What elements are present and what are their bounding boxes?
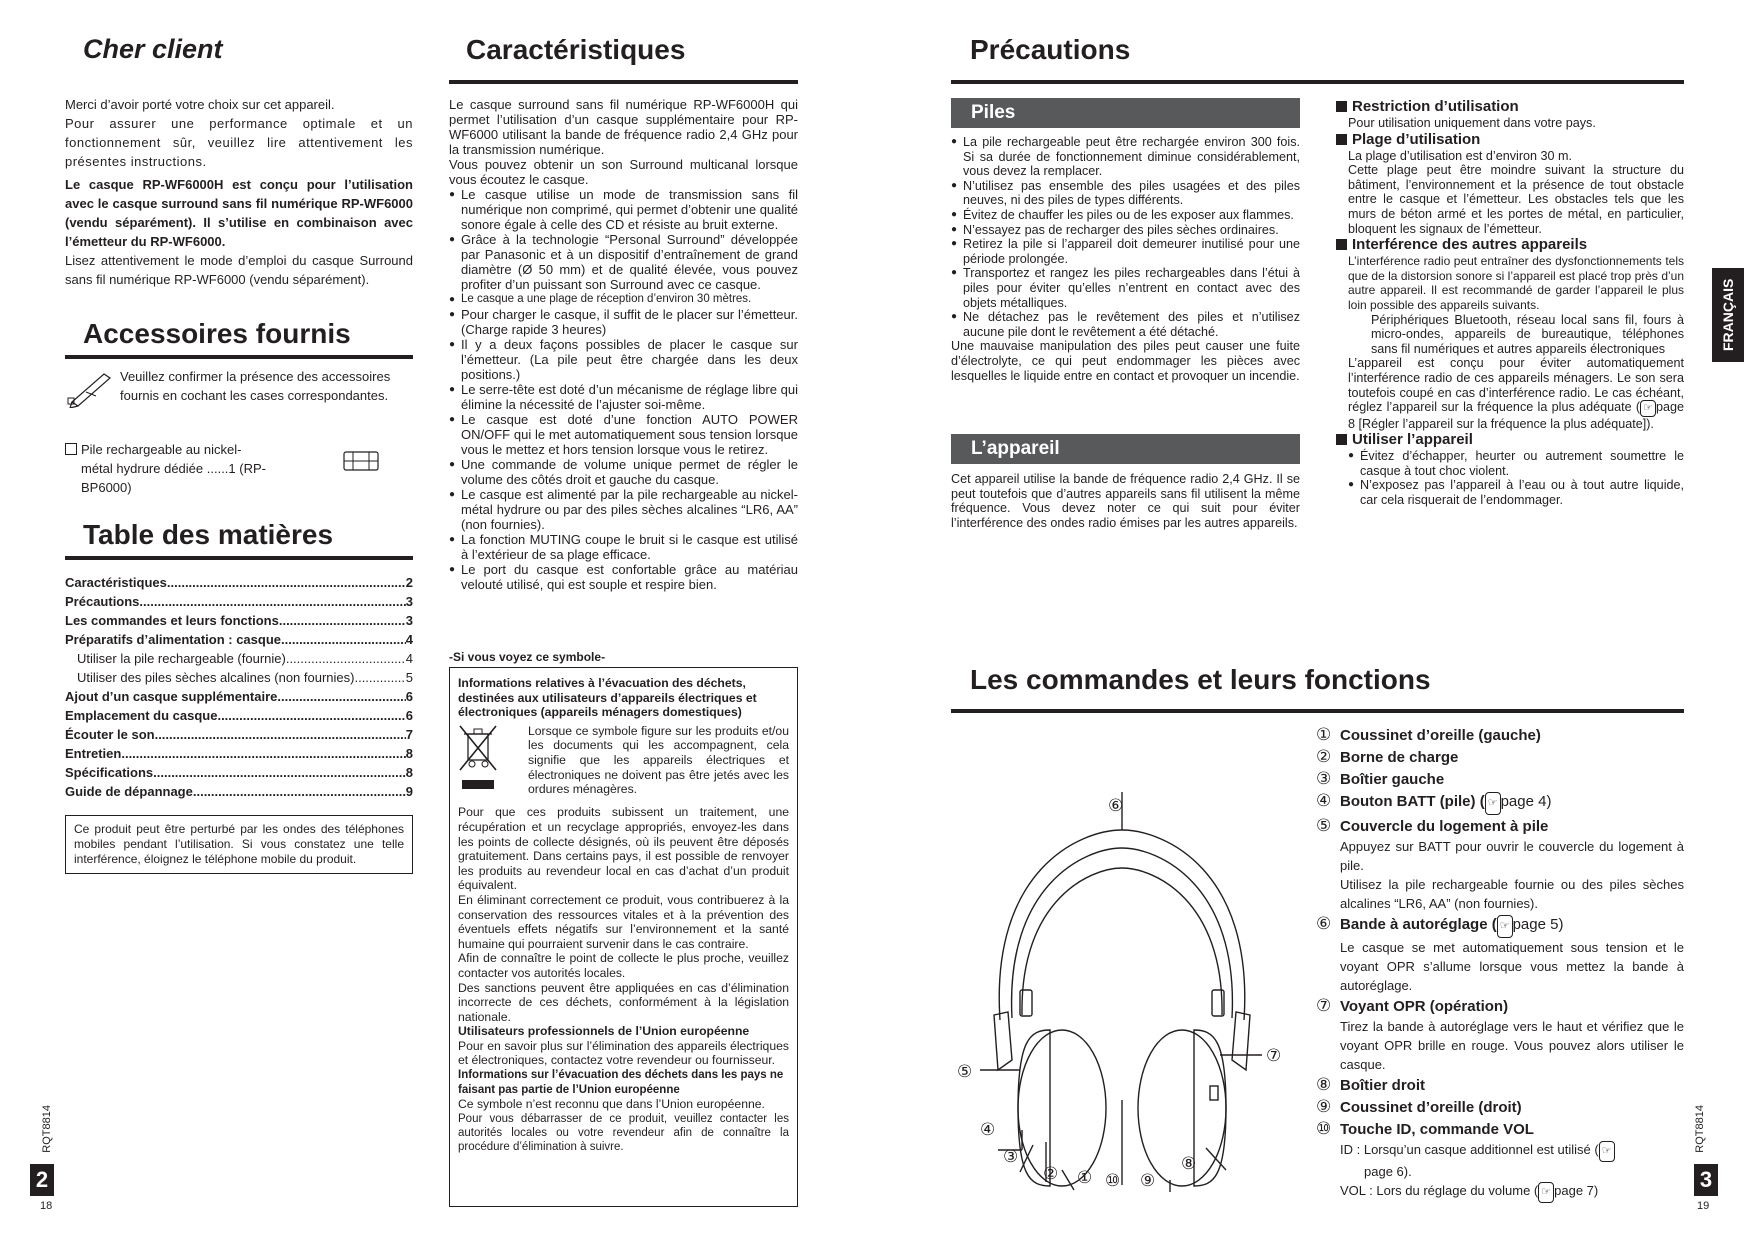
toc-dots [279,611,406,630]
control-desc: Utilisez la pile rechargeable fournie ou des piles sèches alcalines “LR6, AA” (non fournies). [1340,877,1684,911]
toc-row[interactable] [65,649,413,668]
restriction-heading: Restriction d’utilisation [1336,98,1684,116]
control-page-ref: page 5) [1512,916,1564,933]
control-item [1316,1096,1684,1118]
toc-dots [193,782,406,801]
toc-page: 3 [405,594,413,609]
control-page-ref: page 4) [1500,793,1552,810]
callout-3: ③ [1003,1147,1019,1166]
control-number: ⑨ [1316,1097,1332,1116]
model-code-right: RQT8814 [1694,1105,1706,1153]
control-label: Borne de charge [1340,749,1459,766]
model-code-left: RQT8814 [41,1105,53,1153]
toc-page: 8 [405,746,413,761]
toc-label: Écouter le son [65,727,155,742]
hand-pointer-icon: ☞ [1497,915,1513,938]
plage-text1: La plage d’utilisation est d’environ 30 m. [1348,148,1573,163]
control-page-ref: page 6). [1364,1164,1412,1179]
carac-bullet: ● Une commande de volume unique permet de régler le volume des côtés droit et gauche du casque. [449,457,798,487]
callout-10: ⑩ [1105,1171,1121,1190]
control-item [1316,995,1684,1074]
callout-4: ④ [980,1120,996,1139]
control-heading [1316,1096,1684,1118]
piles-bullet: ● N’essayez pas de recharger des piles sèches ordinaires. [951,223,1300,238]
control-heading [1316,724,1684,746]
control-item [1316,768,1684,790]
piles-bullet: ● Ne détachez pas le revêtement des piles et n’utilisez aucune pile dont le revêtement a été détaché. [951,310,1300,339]
utiliser-bullet-list [1336,449,1684,507]
disposal-p8: Pour vous débarrasser de ce produit, veuillez contacter les autorités locales ou votre revendeur afin de connaître la procédure d’élimination à suivre. [458,1112,789,1153]
disposal-p4: Afin de connaître le point de collecte le plus proche, veuillez contacter vos autorités locales. [458,951,789,980]
control-page-ref: page 7) [1554,1183,1599,1198]
toc-page: 5 [405,670,413,685]
piles-after: Une mauvaise manipulation des piles peut causer une fuite d’électrolyte, ce qui peut endommager les pièces avec lesquelles le liquide entre en contact et provoquer un incendie. [951,339,1300,383]
carac-bullet: ● Le casque a une plage de réception d’environ 30 mètres. [449,292,798,307]
toc-row[interactable] [65,706,413,725]
piles-bullet: ● Évitez de chauffer les piles ou de les exposer aux flammes. [951,208,1300,223]
cher-client-p3: Le casque RP-WF6000H est conçu pour l’utilisation avec le casque surround sans fil numérique RP-WF6000 (vendu séparément). Il s’utilise en combinaison avec l’émetteur du RP-WF6000. [65,177,413,249]
control-heading [1316,815,1684,837]
control-label: Voyant OPR (opération) [1340,998,1509,1015]
precautions-rule [951,80,1684,84]
pencil-icon [66,368,114,408]
toc-list [65,573,413,801]
hand-pointer-icon: ☞ [1485,792,1501,815]
control-label: Couvercle du logement à pile [1340,818,1549,835]
toc-row[interactable] [65,687,413,706]
square-bullet-icon [1336,101,1347,112]
caracteristiques-title: Caractéristiques [466,34,686,65]
toc-row[interactable] [65,611,413,630]
control-heading [1316,790,1684,815]
utiliser-bullet: ● N’exposez pas l’appareil à l’eau ou à tout autre liquide, car cela risquerait de l’endommager. [1348,478,1684,507]
toc-label: Emplacement du casque [65,708,218,723]
toc-label: Utiliser des piles sèches alcalines (non fournies) [77,670,355,685]
carac-bullet: ● Le casque est alimenté par la pile rechargeable au nickel-métal hydrure ou par des piles sèches alcalines “LR6, AA” (non fournies). [449,487,798,532]
interf-text: L’interférence radio peut entraîner des dysfonctionnements tels que de la distorsion sonore si l’appareil est placé trop près d’un autre appareil. Il est recommandé de garder l’appareil le plus loin possible des appareils suivants. [1348,254,1684,312]
accessoires-title: Accessoires fournis [83,318,351,349]
toc-page: 2 [405,575,413,590]
toc-dots [217,706,405,725]
disposal-box [449,667,798,1207]
disposal-h2: Utilisateurs professionnels de l’Union européenne [458,1024,750,1039]
toc-label: Entretien [65,746,122,761]
piles-bullet-list [951,135,1300,339]
utiliser-bullet: ● Évitez d’échapper, heurter ou autrement soumettre le casque à tout choc violent. [1348,449,1684,478]
control-label: Coussinet d’oreille (droit) [1340,1099,1522,1116]
crossed-bin-icon [458,724,528,798]
toc-row[interactable] [65,763,413,782]
toc-page: 6 [405,708,413,723]
callout-8: ⑧ [1181,1154,1197,1173]
headphone-diagram [950,790,1300,1200]
toc-row[interactable] [65,573,413,592]
control-number: ⑧ [1316,1075,1332,1094]
control-number: ⑦ [1316,996,1332,1015]
control-item [1316,1074,1684,1096]
carac-bullet: ● Il y a deux façons possibles de placer le casque sur l’émetteur. (La pile peut être chargée dans les deux positions.) [449,337,798,382]
caracteristiques-body [449,97,798,592]
restriction-text: Pour utilisation uniquement dans votre pays. [1348,116,1596,130]
control-number: ② [1316,747,1332,766]
control-label: Boîtier droit [1340,1077,1425,1094]
callout-6: ⑥ [1108,796,1124,815]
cher-client-title: Cher client [83,34,223,64]
toc-dots [281,630,406,649]
toc-row[interactable] [65,744,413,763]
disposal-p3: En éliminant correctement ce produit, vous contribuerez à la conservation des ressources vitales et à la prévention des éventuels effets négatifs sur l’environnement et la santé humaine qui pourraient survenir dans le cas contraire. [458,892,789,951]
control-number: ④ [1316,791,1332,810]
control-number: ③ [1316,769,1332,788]
callout-9: ⑨ [1140,1171,1156,1190]
carac-intro2: Vous pouvez obtenir un son Surround multicanal lorsque vous écoutez le casque. [449,157,798,187]
toc-label: Spécifications [65,765,154,780]
toc-page: 9 [405,784,413,799]
accessoires-rule [65,355,413,359]
toc-row[interactable] [65,592,413,611]
control-desc: VOL : Lors du réglage du volume ( ☞ page 7) [1316,1181,1684,1203]
toc-dots [277,687,405,706]
toc-label: Préparatifs d’alimentation : casque [65,632,282,647]
disposal-p1: Lorsque ce symbole figure sur les produits et/ou les documents qui les accompagnent, cela signifie que les appareils électriques et électroniques ne doivent pas être jetés avec les ordures ménagères. [528,723,789,797]
mobile-note [65,815,413,874]
carac-bullet-list [449,187,798,592]
cher-client-p1: Merci d’avoir porté votre choix sur cet appareil. [65,97,335,112]
control-label: Bouton BATT (pile) ( [1340,793,1485,810]
toc-dots [167,573,406,592]
callout-7: ⑦ [1266,1046,1282,1065]
control-label: Coussinet d’oreille (gauche) [1340,727,1541,744]
control-heading [1316,995,1684,1017]
control-number: ① [1316,725,1332,744]
carac-bullet: ● Grâce à la technologie “Personal Surround” développée par Panasonic et à un dispositif d’entraînement de grand diamètre (Ø 50 mm) et de qualité élevée, vous pouvez profiter d’un puissant son Surround avec ce casque. [449,232,798,292]
language-tag: FRANÇAIS [1712,268,1744,362]
controls-list [1316,724,1684,1203]
plage-heading: Plage d’utilisation [1336,131,1684,149]
control-desc: ID : Lorsqu’un casque additionnel est utilisé ( ☞ page 6). [1316,1140,1684,1181]
toc-page: 7 [405,727,413,742]
control-label: Touche ID, commande VOL [1340,1121,1534,1138]
commandes-rule [951,709,1684,713]
piles-bullet: ● Transportez et rangez les piles rechargeables dans l’étui à piles pour éviter qu’elles n’entrent en contact avec des objets métalliques. [951,266,1300,310]
disposal-heading: Informations relatives à l’évacuation des déchets, destinées aux utilisateurs d’appareils électriques et électroniques (appareils ménagers domestiques) [458,676,757,720]
disposal-p6: Pour en savoir plus sur l’élimination des appareils électriques et électroniques, contactez votre revendeur ou fournisseur. [458,1038,789,1068]
toc-page: 3 [405,613,413,628]
piles-bar: Piles [951,98,1300,128]
piles-bullet: ● Retirez la pile si l’appareil doit demeurer inutilisé pour une période prolongée. [951,237,1300,266]
symbol-heading: -Si vous voyez ce symbole- [449,650,606,664]
hand-pointer-icon: ☞ [1599,1141,1615,1162]
interf-heading: Interférence des autres appareils [1336,236,1684,254]
interf-list: Périphériques Bluetooth, réseau local sans fil, fours à micro-ondes, appareils de bureautique, téléphones sans fil numériques et autres appareils électroniques [1371,312,1684,356]
disposal-p5: Des sanctions peuvent être appliquées en cas d’élimination incorrecte de ces déchets, conformément à la législation nationale. [458,980,789,1024]
accessory-checkbox[interactable] [65,443,77,455]
toc-title: Table des matières [83,519,334,550]
accessory-item: Pile rechargeable au nickel-métal hydrure dédiée ......1 (RP-BP6000) [81,442,266,495]
battery-icon [343,451,381,471]
appareil-text: Cet appareil utilise la bande de fréquence radio 2,4 GHz. Il se peut toutefois que d’autres appareils sans fil utilisent la même fréquence. Vous devez noter ce qui suit pour éviter l’interférence des ondes radio émises par les autres appareils. [951,472,1300,530]
control-number: ⑩ [1316,1119,1332,1138]
carac-intro1: Le casque surround sans fil numérique RP-WF6000H qui permet l’utilisation d’un casque supplémentaire pour RP-WF6000 utilisant la bande de fréquence radio 2,4 GHz pour la transmission numérique. [449,97,798,157]
toc-label: Précautions [65,594,140,609]
carac-bullet: ● Pour charger le casque, il suffit de le placer sur l’émetteur. (Charge rapide 3 heures) [449,307,798,337]
disposal-h3: Informations sur l’évacuation des déchets dans les pays ne faisant pas partie de l’Union européenne [458,1069,784,1096]
square-bullet-icon [1336,134,1347,145]
control-number: ⑥ [1316,914,1332,933]
disposal-p7: Ce symbole n’est reconnu que dans l’Union européenne. [458,1097,765,1112]
toc-label: Les commandes et leurs fonctions [65,613,279,628]
control-heading [1316,913,1684,938]
hand-pointer-icon: ☞ [1538,1182,1554,1203]
control-item [1316,913,1684,995]
mobile-note-text: Ce produit peut être perturbé par les ondes des téléphones mobiles pendant l’utilisation. Si vous constatez une telle interférence, éloignez le téléphone mobile du produit. [74,822,404,866]
toc-row[interactable] [65,725,413,744]
control-label: Bande à autoréglage ( [1340,916,1497,933]
cher-client-text [65,97,413,289]
precautions-right [1336,98,1684,508]
toc-dots [155,725,406,744]
utiliser-heading: Utiliser l’appareil [1336,431,1684,449]
interf-text2: L’appareil est conçu pour éviter automatiquement l’interférence radio de ces appareils ménagers. Le son sera toutefois coupé en cas d’interférence radio. Le cas échéant, réglez l’appareil sur la fréquence la plus adéquate ( ☞ page 8 [Régler l’appareil sur la fréquence la plus adéquate]). [1348,356,1684,431]
control-item [1316,1118,1684,1203]
toc-page: 6 [405,689,413,704]
page-number-left: 2 [30,1164,54,1196]
cher-client-p4: Lisez attentivement le mode d’emploi du casque Surround sans fil numérique RP-WF6000 (vendu séparément). [65,253,413,287]
control-desc: Tirez la bande à autoréglage vers le haut et vérifiez que le voyant OPR brille en rouge. Vous pouvez alors utiliser le casque. [1340,1019,1684,1072]
toc-label: Utiliser la pile rechargeable (fournie) [77,651,286,666]
control-item [1316,790,1684,815]
control-desc: Le casque se met automatiquement sous tension et le voyant OPR s’allume lorsque vous mettez la bande à autoréglage. [1340,940,1684,993]
callout-1: ① [1077,1168,1093,1187]
toc-row[interactable] [65,668,413,687]
toc-label: Caractéristiques [65,575,167,590]
toc-label: Ajout d’un casque supplémentaire [65,689,278,704]
toc-dots [139,592,405,611]
toc-dots [286,649,406,668]
callout-2: ② [1043,1164,1059,1183]
toc-page: 4 [405,651,413,666]
control-number: ⑤ [1316,816,1332,835]
toc-row[interactable] [65,782,413,801]
toc-dots [153,763,406,782]
square-bullet-icon [1336,239,1347,250]
carac-bullet: ● Le serre-tête est doté d’un mécanisme de réglage libre qui élimine la nécessité de l’ajuster soi-même. [449,382,798,412]
caracteristiques-rule [449,80,798,84]
carac-bullet: ● Le casque est doté d’une fonction AUTO POWER ON/OFF qui le met automatiquement sous tension lorsque vous le mettez et hors tension lorsque vous le retirez. [449,412,798,457]
hand-pointer-icon: ☞ [1640,400,1656,417]
control-item [1316,724,1684,746]
square-bullet-icon [1336,434,1347,445]
control-heading [1316,1074,1684,1096]
piles-bullet: ● N’utilisez pas ensemble des piles usagées et des piles neuves, ni des piles de types différents. [951,179,1300,208]
control-heading [1316,746,1684,768]
precautions-title: Précautions [970,34,1131,65]
toc-label: Guide de dépannage [65,784,193,799]
toc-dots [121,744,405,763]
toc-dots [354,668,405,687]
control-heading [1316,768,1684,790]
callout-5: ⑤ [957,1062,973,1081]
toc-rule [65,556,413,560]
control-heading [1316,1118,1684,1140]
page-number-right: 3 [1694,1164,1718,1196]
control-label: Boîtier gauche [1340,771,1445,788]
control-item [1316,746,1684,768]
carac-bullet: ● La fonction MUTING coupe le bruit si le casque est utilisé à l’extérieur de sa plage efficace. [449,532,798,562]
carac-bullet: ● Le port du casque est confortable grâce au matériau velouté utilisé, qui est souple et respire bien. [449,562,798,592]
disposal-p2: Pour que ces produits subissent un traitement, une récupération et un recyclage appropriés, envoyez-les dans les points de collecte désignés, où ils peuvent être déposés gratuitement. Dans certains pays, il est possible de renvoyer les produits au revendeur local en cas d’achat d’un produit équivalent. [458,805,789,893]
appareil-bar: L’appareil [951,434,1300,464]
control-desc: Appuyez sur BATT pour ouvrir le couvercle du logement à pile. [1340,839,1684,873]
control-item [1316,815,1684,913]
carac-bullet: ● Le casque utilise un mode de transmission sans fil numérique non comprimé, qui permet d’obtenir une qualité sonore égale à celle des CD et résiste au bruit externe. [449,187,798,232]
toc-row[interactable] [65,630,413,649]
toc-page: 4 [405,632,413,647]
piles-body [951,135,1300,383]
page-small-right: 19 [1697,1200,1710,1212]
page-small-left: 18 [40,1200,53,1212]
toc-page: 8 [405,765,413,780]
commandes-title: Les commandes et leurs fonctions [970,664,1431,695]
accessoires-confirm: Veuillez confirmer la présence des accessoires fournis en cochant les cases correspondantes. [120,369,391,403]
plage-text2: Cette plage peut être moindre suivant la structure du bâtiment, l’environnement et la présence de tout obstacle entre le casque et l’émetteur. Les obstacles tels que les murs de béton armé et les portes de métal, en particulier, bloquent les signaux de l’émetteur. [1348,163,1684,236]
cher-client-p2: Pour assurer une performance optimale et un fonctionnement sûr, veuillez lire attentivement les présentes instructions. [65,116,413,169]
piles-bullet: ● La pile rechargeable peut être rechargée environ 300 fois. Si sa durée de fonctionnement diminue considérablement, vous devez la remplacer. [951,135,1300,179]
